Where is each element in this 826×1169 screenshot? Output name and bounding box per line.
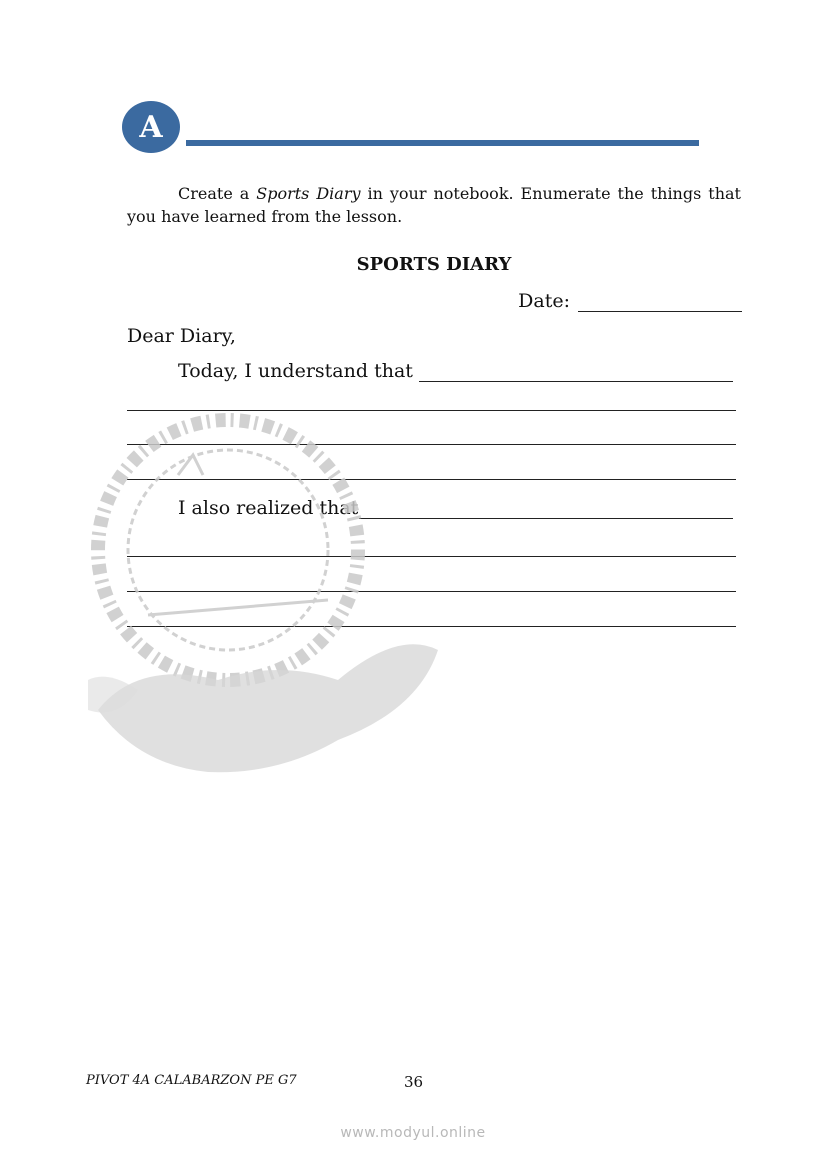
date-blank-line — [578, 293, 742, 312]
date-field — [518, 290, 742, 312]
page-number: 36 — [404, 1073, 424, 1091]
section-letter: A — [139, 109, 163, 145]
diary-title: SPORTS DIARY — [356, 254, 512, 275]
instructions-paragraph — [127, 182, 741, 228]
instructions-text-start: Create a — [178, 184, 257, 203]
section-divider-bar — [186, 140, 699, 146]
salutation: Dear Diary, — [127, 325, 236, 347]
prompt-understand-blank — [419, 363, 733, 382]
module-footer: PIVOT 4A CALABARZON PE G7 — [86, 1073, 297, 1088]
website-watermark: www.modyul.online — [340, 1125, 486, 1141]
faded-seal-watermark — [78, 380, 458, 780]
date-label: Date: — [518, 290, 570, 312]
section-badge — [122, 101, 180, 153]
prompt-realized-label: I also realized that — [178, 497, 359, 519]
prompt-understand — [178, 360, 733, 382]
diary-title-row — [0, 254, 826, 275]
instructions-emphasis: Sports Diary — [256, 184, 361, 203]
instructions-text-end: in your notebook. Enumerate the things that you have learned from the lesson. — [127, 184, 741, 226]
prompt-understand-label: Today, I understand that — [178, 360, 413, 382]
